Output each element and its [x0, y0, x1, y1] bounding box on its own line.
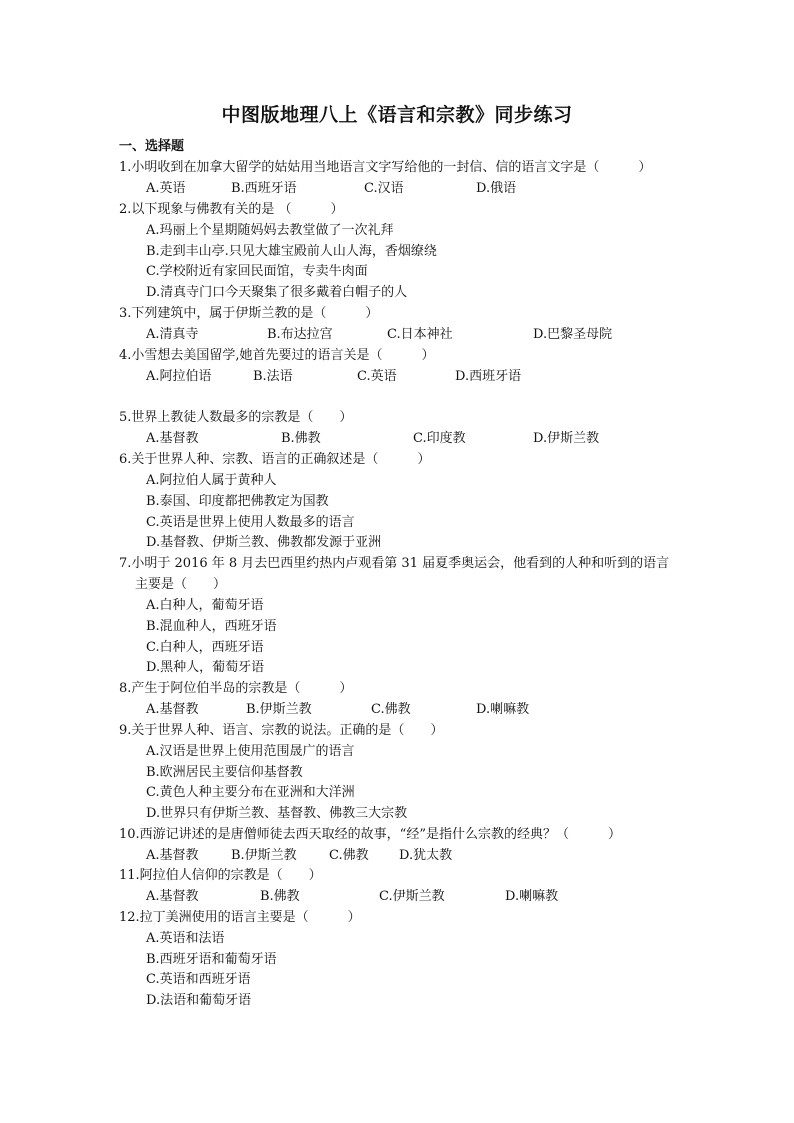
question-3-option-b[interactable]: B.布达拉宫 — [267, 327, 333, 342]
question-8-option-a[interactable]: A.基督教 — [146, 702, 199, 717]
question-10-option-a[interactable]: A.基督教 — [146, 848, 199, 863]
question-5-option-b[interactable]: B.佛教 — [281, 431, 321, 446]
question-5-stem: 5.世界上教徒人数最多的宗教是（ ） — [119, 410, 353, 425]
question-12-option-a[interactable]: A.英语和法语 — [146, 931, 225, 946]
question-2-option-a[interactable]: A.玛丽上个星期随妈妈去教堂做了一次礼拜 — [146, 223, 394, 238]
question-3-option-d[interactable]: D.巴黎圣母院 — [533, 327, 613, 342]
question-6-stem: 6.关于世界人种、宗教、语言的正确叙述是（ ） — [119, 452, 431, 467]
question-9-option-d[interactable]: D.世界只有伊斯兰教、基督教、佛教三大宗教 — [146, 806, 408, 821]
question-6-option-a[interactable]: A.阿拉伯人属于黄种人 — [146, 473, 277, 488]
question-5-option-d[interactable]: D.伊斯兰教 — [533, 431, 600, 446]
question-5-option-a[interactable]: A.基督教 — [146, 431, 199, 446]
question-12-option-b[interactable]: B.西班牙语和葡萄牙语 — [146, 952, 277, 967]
question-1-option-b[interactable]: B.西班牙语 — [231, 181, 297, 196]
question-8-option-d[interactable]: D.喇嘛教 — [476, 702, 530, 717]
question-11-option-a[interactable]: A.基督教 — [146, 889, 199, 904]
question-12-option-d[interactable]: D.法语和葡萄牙语 — [146, 993, 252, 1008]
question-2-option-d[interactable]: D.清真寺门口今天聚集了很多戴着白帽子的人 — [146, 285, 408, 300]
question-2-option-b[interactable]: B.走到丰山亭.只见大雄宝殿前人山人海，香烟缭绕 — [146, 244, 437, 259]
question-3-option-c[interactable]: C.日本神社 — [387, 327, 453, 342]
question-8-stem: 8.产生于阿位伯半岛的宗教是（ ） — [119, 681, 353, 696]
question-4-stem: 4.小雪想去美国留学,她首先要过的语言关是（ ） — [119, 348, 435, 363]
question-10-option-d[interactable]: D.犹太教 — [399, 848, 453, 863]
question-8-option-b[interactable]: B.伊斯兰教 — [246, 702, 312, 717]
question-9-option-b[interactable]: B.欧洲居民主要信仰基督教 — [146, 765, 303, 780]
question-7-option-b[interactable]: B.混血种人，西班牙语 — [146, 619, 277, 634]
question-6-option-d[interactable]: D.基督教、伊斯兰教、佛教都发源于亚洲 — [146, 535, 382, 550]
question-11-stem: 11.阿拉伯人信仰的宗教是（ ） — [119, 868, 322, 883]
page-title: 中图版地理八上《语言和宗教》同步练习 — [221, 104, 573, 126]
question-12-stem: 12.拉丁美洲使用的语言主要是（ ） — [119, 910, 361, 925]
question-10-option-c[interactable]: C.佛教 — [329, 848, 369, 863]
question-7-option-c[interactable]: C.白种人，西班牙语 — [146, 640, 264, 655]
question-7-stem: 7.小明于 2016 年 8 月去巴西里约热内卢观看第 31 届夏季奥运会，他看到的人种和听到的语言 — [119, 556, 670, 571]
question-3-stem: 3.下列建筑中，属于伊斯兰教的是（ ） — [119, 306, 379, 321]
question-1-option-d[interactable]: D.俄语 — [476, 181, 517, 196]
question-1-option-a[interactable]: A.英语 — [146, 181, 186, 196]
question-11-option-b[interactable]: B.佛教 — [260, 889, 300, 904]
question-2-option-c[interactable]: C.学校附近有家回民面馆，专卖牛肉面 — [146, 264, 368, 279]
section-heading: 一、选择题 — [119, 139, 185, 154]
question-7-stem-continued: 主要是（ ） — [135, 577, 227, 592]
question-5-option-c[interactable]: C.印度教 — [413, 431, 466, 446]
question-11-option-c[interactable]: C.伊斯兰教 — [379, 889, 445, 904]
question-6-option-c[interactable]: C.英语是世界上使用人数最多的语言 — [146, 515, 355, 530]
question-2-stem: 2.以下现象与佛教有关的是 （ ） — [119, 202, 344, 217]
question-12-option-c[interactable]: C.英语和西班牙语 — [146, 972, 251, 987]
question-4-option-a[interactable]: A.阿拉伯语 — [146, 369, 212, 384]
question-1-stem: 1.小明收到在加拿大留学的姑姑用当地语言文字写给他的一封信、信的语言文字是（ ） — [119, 160, 652, 175]
question-4-option-b[interactable]: B.法语 — [253, 369, 293, 384]
question-9-option-a[interactable]: A.汉语是世界上使用范围晟广的语言 — [146, 744, 355, 759]
question-10-stem: 10.西游记讲述的是唐僧师徒去西天取经的故事，“经”是指什么宗教的经典？（ ） — [119, 827, 621, 842]
question-3-option-a[interactable]: A.清真寺 — [146, 327, 199, 342]
question-6-option-b[interactable]: B.泰国、印度都把佛教定为国教 — [146, 494, 329, 509]
question-1-option-c[interactable]: C.汉语 — [364, 181, 404, 196]
question-8-option-c[interactable]: C.佛教 — [371, 702, 411, 717]
question-9-option-c[interactable]: C.黄色人种主要分布在亚洲和大洋洲 — [146, 785, 355, 800]
question-7-option-a[interactable]: A.白种人，葡萄牙语 — [146, 598, 264, 613]
question-10-option-b[interactable]: B.伊斯兰教 — [231, 848, 297, 863]
question-4-option-c[interactable]: C.英语 — [357, 369, 397, 384]
question-9-stem: 9.关于世界人种、语言、宗教的说法。正确的是（ ） — [119, 723, 444, 738]
question-7-option-d[interactable]: D.黑种人，葡萄牙语 — [146, 660, 265, 675]
question-11-option-d[interactable]: D.喇嘛教 — [505, 889, 559, 904]
question-4-option-d[interactable]: D.西班牙语 — [455, 369, 522, 384]
